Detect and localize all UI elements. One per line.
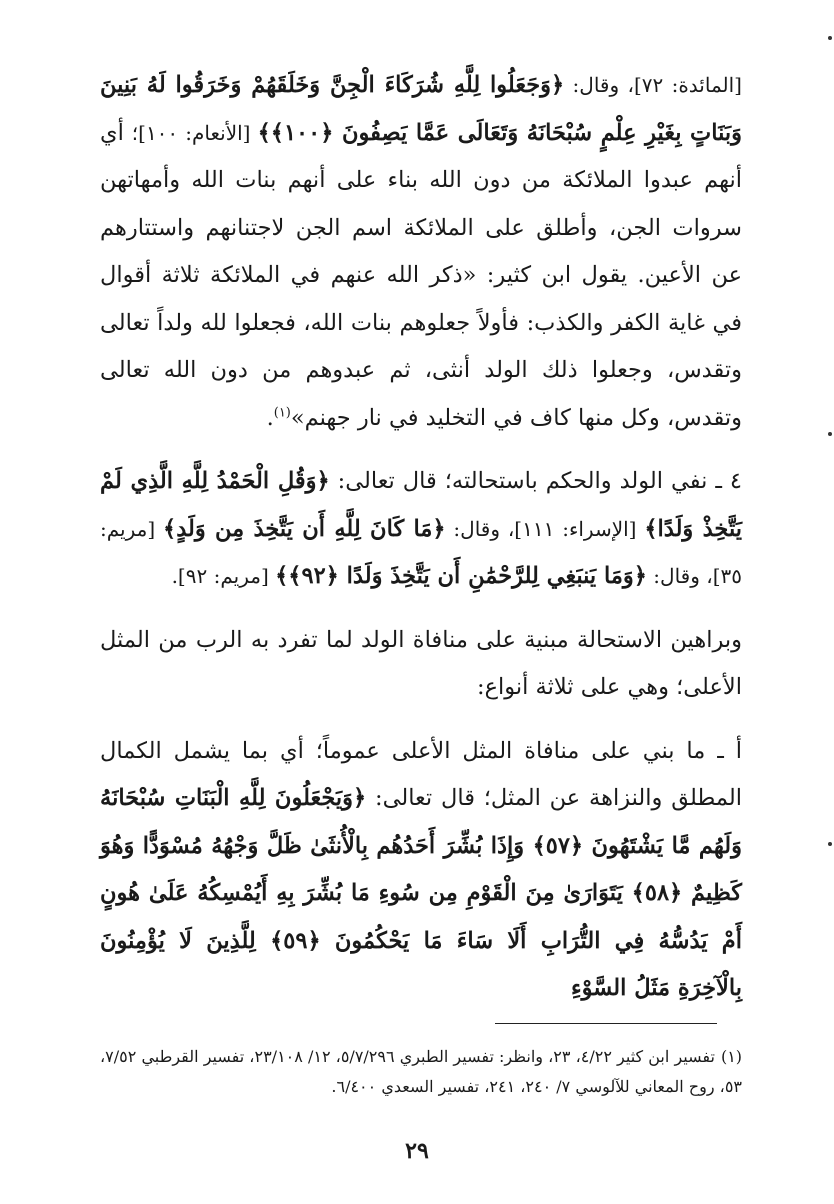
body-text: وبراهين الاستحالة مبنية على منافاة الولد لما تفرد به الرب من المثل الأعلى؛ وهي على ثلاثة أنواع: [100, 626, 742, 700]
footnote-text: تفسير ابن كثير ٤/٢٢، ٢٣، وانظر: تفسير الطبري ٥/٧/٢٩٦، ١٢/ ٢٣/١٠٨، تفسير القرطبي ٧/٥٢، ٥٣، روح المعاني للآلوسي ٧/ ٢٤٠، ٢٤١، تفسير السعدي ٦/٤٠٠. [100, 1046, 742, 1096]
footnote-marker: (١) [273, 405, 291, 420]
surah-reference: [الإسراء: ١١١]، وقال: [445, 516, 645, 541]
paragraph-1 [100, 62, 742, 442]
scan-mark [828, 842, 832, 846]
body-text: أي أنهم عبدوا الملائكة من دون الله بناء على أنهم بنات الله وأمهاتهن سروات الجن، وأطلق على الملائكة اسم الجن لاجتنانهم واستتارهم عن الأعين. يقول ابن كثير: «ذكر الله عنهم في الملائكة ثلاثة أقوال في غاية الكفر والكذب: فأولاً جعلوهم بنات الله، فجعلوا لله ولداً تعالى وتقدس، وجعلوا ذلك الولد أنثى، ثم عبدوهم من دون الله تعالى وتقدس، وكل منها كاف في التخليد في نار جهنم» [100, 119, 742, 431]
quran-verse: ﴿وَيَجْعَلُونَ لِلَّهِ الْبَنَاتِ سُبْحَانَهُ وَلَهُم مَّا يَشْتَهُونَ ﴿٥٧﴾ وَإِذَا بُشِّرَ أَحَدُهُم بِالْأُنثَىٰ ظَلَّ وَجْهُهُ مُسْوَدًّا وَهُوَ كَظِيمٌ ﴿٥٨﴾ يَتَوَارَىٰ مِنَ الْقَوْمِ مِن سُوءِ مَا بُشِّرَ بِهِ أَيُمْسِكُهُ عَلَىٰ هُونٍ أَمْ يَدُسُّهُ فِي التُّرَابِ أَلَا سَاءَ مَا يَحْكُمُونَ ﴿٥٩﴾ لِلَّذِينَ لَا يُؤْمِنُونَ بِالْآخِرَةِ مَثَلُ السَّوْءِ [100, 785, 742, 1001]
surah-reference: [الأنعام: ١٠٠]؛ [131, 120, 258, 145]
paragraph-2 [100, 458, 742, 601]
quran-verse: ﴿مَا كَانَ لِلَّهِ أَن يَتَّخِذَ مِن وَلَدٍ﴾ [163, 515, 446, 542]
quran-verse: ﴿وَجَعَلُوا لِلَّهِ شُرَكَاءَ الْجِنَّ وَخَلَقَهُمْ وَخَرَقُوا لَهُ بَنِينَ وَبَنَاتٍ بِغَيْرِ عِلْمٍ سُبْحَانَهُ وَتَعَالَى عَمَّا يَصِفُونَ ﴿١٠٠﴾﴾ [100, 72, 742, 146]
footnote-separator [100, 1013, 742, 1024]
scan-mark [828, 432, 832, 436]
scan-mark [828, 36, 832, 40]
quran-verse: ﴿وَقُلِ الْحَمْدُ لِلَّهِ الَّذِي لَمْ يَتَّخِذْ وَلَدًا﴾ [100, 468, 743, 542]
period: . [266, 404, 274, 431]
surah-reference: [المائدة: ٧٢]، وقال: [564, 73, 742, 97]
footnote [100, 1042, 742, 1102]
footnote-number: (١) [720, 1046, 743, 1066]
paragraph-3 [100, 617, 742, 712]
paragraph-4 [100, 728, 742, 1013]
surah-reference: [مريم: ٩٢]. [171, 564, 276, 588]
surah-reference: [مريم: ٣٥]، وقال: [100, 516, 742, 588]
page-number: ٢٩ [405, 1138, 429, 1164]
body-text: أ ـ ما بني على منافاة المثل الأعلى عموماً؛ أي بما يشمل الكمال المطلق والنزاهة عن المثل؛ قال تعالى: [100, 737, 742, 811]
quran-verse: ﴿وَمَا يَنبَغِي لِلرَّحْمَٰنِ أَن يَتَّخِذَ وَلَدًا ﴿٩٢﴾﴾ [275, 563, 647, 589]
body-text: ٤ ـ نفي الولد والحكم باستحالته؛ قال تعالى: [329, 468, 742, 494]
